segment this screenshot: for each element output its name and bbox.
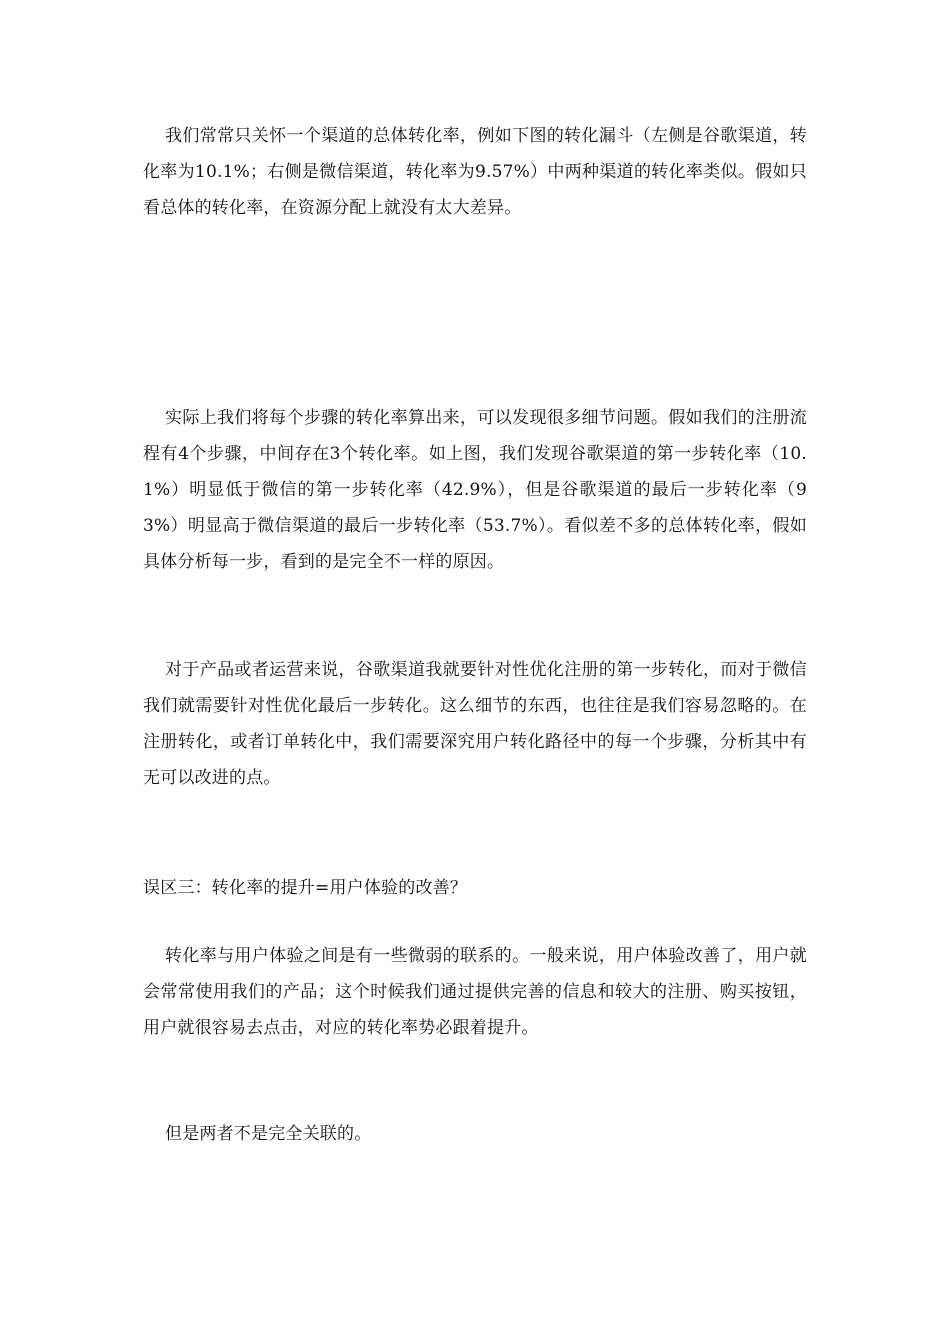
paragraph-step-conversion: 实际上我们将每个步骤的转化率算出来，可以发现很多细节问题。假如我们的注册流程有4个步骤，中间存在3个转化率。如上图，我们发现谷歌渠道的第一步转化率（10.1%）明显低于微信的第一步转化率（42.9%），但是谷歌渠道的最后一步转化率（93%）明显高于微信渠道的最后一步转化率（53.7%）。看似差不多的总体转化率，假如具体分析每一步，看到的是完全不一样的原因。 — [143, 408, 807, 572]
paragraph-user-experience: 转化率与用户体验之间是有一些微弱的联系的。一般来说，用户体验改善了，用户就会常常使用我们的产品；这个时候我们通过提供完善的信息和较大的注册、购买按钮，用户就很容易去点击，对应的转化率势必跟着提升。 — [143, 946, 807, 1038]
paragraph-optimization: 对于产品或者运营来说，谷歌渠道我就要针对性优化注册的第一步转化，而对于微信我们就需要针对性优化最后一步转化。这么细节的东西，也往往是我们容易忽略的。在注册转化，或者订单转化中，我们需要深究用户转化路径中的每一个步骤，分析其中有无可以改进的点。 — [143, 660, 807, 788]
paragraph-not-fully-related: 但是两者不是完全关联的。 — [165, 1124, 372, 1144]
section-heading-myth-three: 误区三：转化率的提升=用户体验的改善？ — [143, 878, 468, 898]
paragraph-channel-conversion: 我们常常只关怀一个渠道的总体转化率，例如下图的转化漏斗（左侧是谷歌渠道，转化率为10.1%；右侧是微信渠道，转化率为9.57%）中两种渠道的转化率类似。假如只看总体的转化率，在资源分配上就没有太大差异。 — [143, 126, 807, 218]
